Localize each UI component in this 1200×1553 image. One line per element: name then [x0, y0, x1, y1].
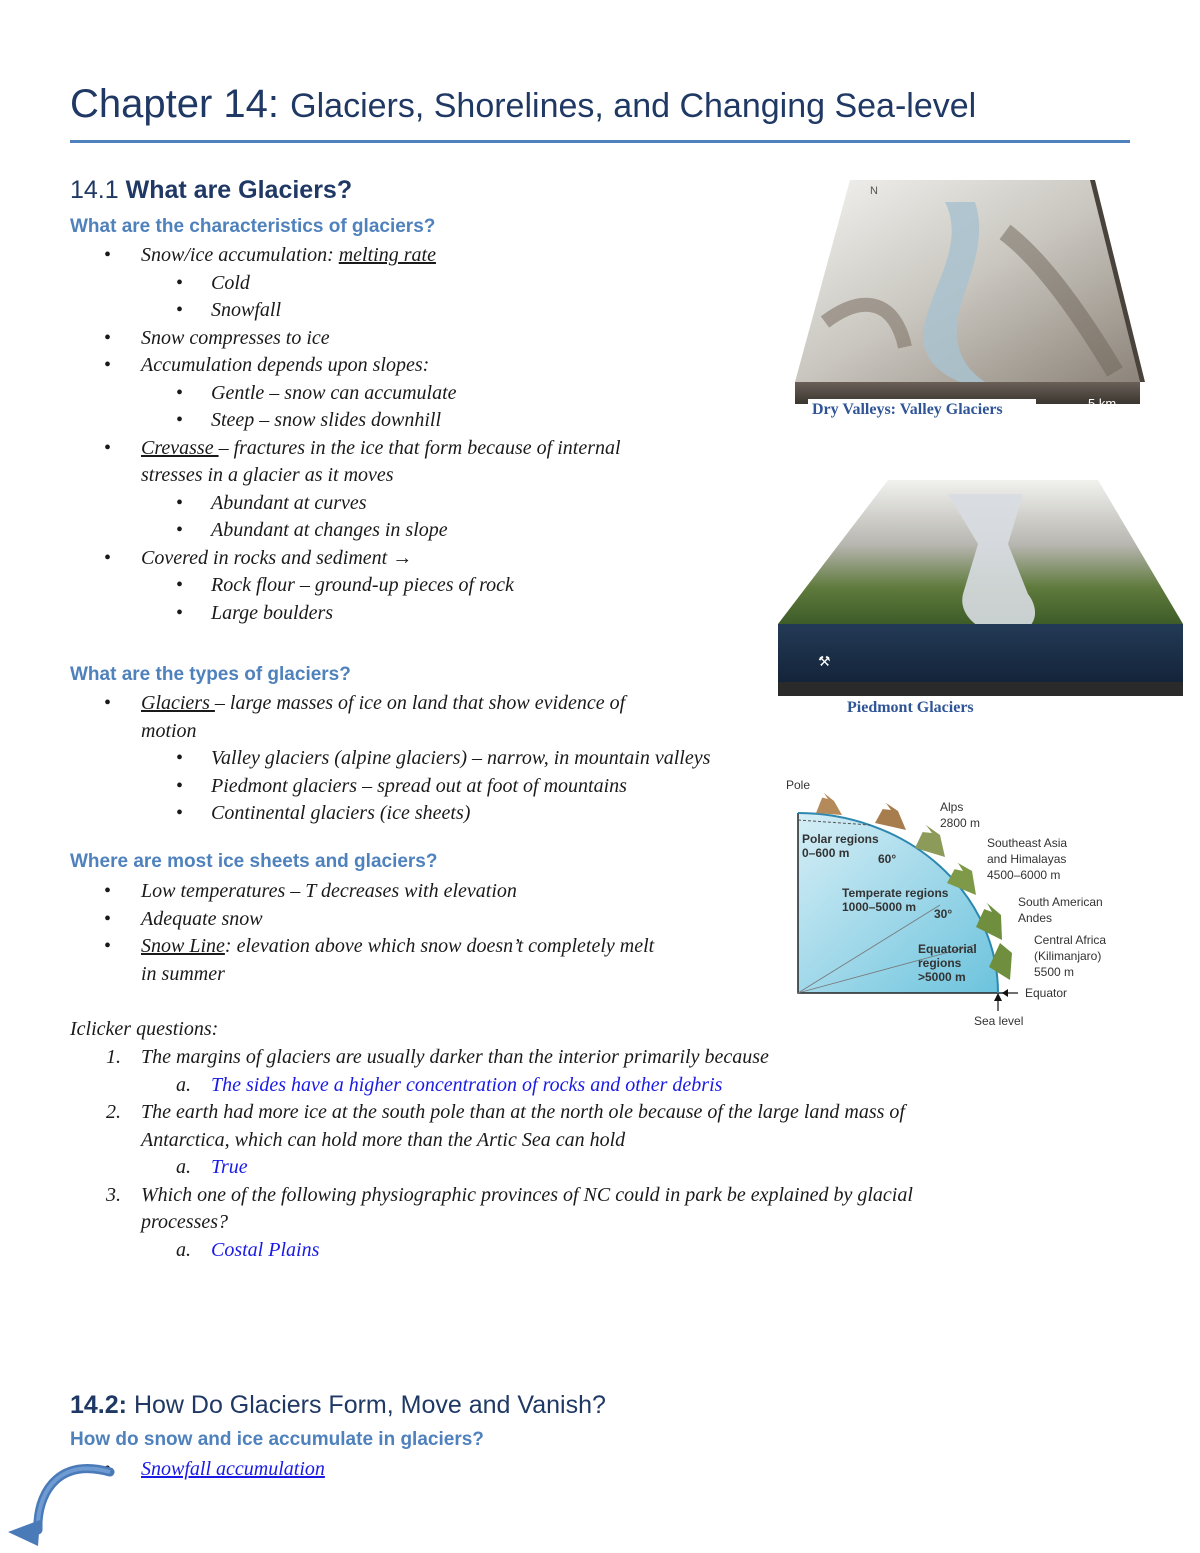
bullet-dot: • — [104, 880, 112, 902]
list-item-text: Adequate snow — [141, 907, 263, 930]
bullet-dot: • — [104, 436, 112, 459]
label-30: 30° — [934, 907, 953, 921]
types-list — [0, 690, 840, 828]
bullet-dot: • — [176, 271, 184, 294]
bullet-dot: • — [176, 802, 184, 824]
bullet-dot: • — [176, 774, 184, 797]
list-item-text: Low temperatures – T decreases with elevation — [141, 880, 517, 902]
mountain-icon — [816, 793, 842, 815]
label-south-american: South American — [1018, 895, 1103, 909]
fig1-caption: Dry Valleys: Valley Glaciers — [808, 399, 1036, 421]
bullet-dot: • — [104, 935, 112, 957]
list-item-continuation — [0, 718, 840, 746]
list-item — [0, 690, 840, 718]
bullet-dot: • — [176, 299, 184, 321]
question-number: 3. — [106, 1183, 121, 1206]
fig1-scale-bar — [1082, 413, 1136, 415]
fig1-scale-label: 5 km — [1088, 396, 1117, 411]
melting-rate-link: melting rate — [338, 244, 436, 266]
label-alps-height: 2800 m — [940, 816, 981, 830]
answer-letter: a. — [176, 1238, 191, 1261]
bullet-dot: • — [104, 326, 112, 349]
label-equatorial-range: >5000 m — [918, 970, 966, 984]
question-text: The margins of glaciers are usually darker than the interior primarily because — [141, 1046, 769, 1068]
fig2-caption: Piedmont Glaciers — [843, 697, 1043, 719]
section-title: What are Glaciers? — [125, 176, 353, 204]
list-item-text: Snow/ice accumulation: — [141, 244, 339, 266]
chapter-subtitle: Glaciers, Shorelines, and Changing Sea-level — [290, 87, 977, 125]
section-heading-14-1 — [70, 176, 352, 205]
list-item — [0, 297, 800, 325]
snowline-diagram — [780, 775, 1140, 1035]
snow-line-term: Snow Line — [141, 935, 225, 957]
answer-letter: a. — [176, 1156, 191, 1178]
label-60: 60° — [878, 852, 897, 866]
list-item-text: Large boulders — [211, 601, 334, 624]
label-polar: Polar regions — [802, 832, 879, 846]
label-pole: Pole — [786, 778, 811, 792]
subheading-characteristics: What are the characteristics of glaciers? — [70, 216, 436, 237]
question-item — [0, 1044, 1120, 1072]
question-item — [0, 1099, 1120, 1127]
iclicker-heading: Iclicker questions: — [70, 1018, 219, 1040]
bullet-dot: • — [176, 601, 184, 624]
answer-letter: a. — [176, 1073, 191, 1096]
section-number: 14.2: — [70, 1391, 127, 1419]
bullet-dot: • — [104, 244, 112, 266]
mountain-icon — [875, 803, 906, 830]
label-southeast-asia: Southeast Asia — [987, 836, 1068, 850]
list-item — [0, 906, 780, 934]
subheading-where: Where are most ice sheets and glaciers? — [70, 851, 438, 872]
list-item-text: in summer — [141, 962, 225, 985]
list-item — [0, 517, 800, 545]
question-text: Which one of the following physiographic provinces of NC could in park be explained by glacial — [141, 1183, 913, 1206]
label-sea-level: Sea level — [974, 1014, 1024, 1028]
subheading-accumulate: How do snow and ice accumulate in glaciers? — [70, 1429, 484, 1450]
label-regions: regions — [918, 956, 962, 970]
list-item — [0, 242, 800, 270]
list-item — [0, 933, 780, 961]
fig2-scale-bar — [790, 714, 838, 716]
svg-text:N: N — [870, 185, 878, 197]
answer-text: Costal Plains — [211, 1238, 320, 1261]
list-item-text: Covered in rocks and sediment → — [141, 546, 413, 569]
list-item — [0, 435, 800, 463]
subheading-types: What are the types of glaciers? — [70, 664, 351, 685]
question-text: Antarctica, which can hold more than the Artic Sea can hold — [141, 1128, 626, 1151]
list-item — [0, 352, 800, 380]
list-item-text: stresses in a glacier as it moves — [141, 464, 394, 486]
label-temperate: Temperate regions — [842, 886, 949, 900]
list-item — [0, 600, 800, 628]
label-alps: Alps — [940, 800, 964, 814]
list-item-text: : elevation above which snow doesn’t completely melt — [224, 935, 655, 957]
list-item — [0, 380, 800, 408]
list-item-text: motion — [141, 719, 197, 742]
answer-item — [0, 1237, 1120, 1265]
list-item-text: Snow compresses to ice — [141, 326, 330, 349]
page-title — [70, 82, 976, 127]
list-item — [0, 270, 800, 298]
bullet-dot: • — [176, 381, 184, 404]
bullet-dot: • — [176, 747, 184, 769]
label-polar-range: 0–600 m — [802, 846, 850, 860]
snowfall-link[interactable]: Snowfall accumulation — [141, 1458, 325, 1480]
list-item — [0, 800, 840, 828]
dry-valleys-figure — [785, 172, 1175, 427]
list-item-text: – fractures in the ice that form because of internal — [218, 436, 621, 459]
list-item-continuation — [0, 961, 780, 989]
section-title: How Do Glaciers Form, Move and Vanish? — [133, 1391, 606, 1419]
characteristics-list — [0, 242, 800, 627]
question-continuation — [0, 1127, 1120, 1155]
list-item — [0, 545, 800, 573]
list-item-text: Abundant at changes in slope — [211, 519, 448, 541]
answer-text: The sides have a higher concentration of rocks and other debris — [211, 1073, 723, 1096]
list-item-continuation — [0, 462, 800, 490]
bullet-dot: • — [176, 409, 184, 431]
list-item — [0, 773, 840, 801]
question-number: 1. — [106, 1046, 121, 1068]
section-number: 14.1 — [70, 176, 119, 204]
list-item-text: Gentle – snow can accumulate — [211, 381, 457, 404]
list-item-text: Valley glaciers (alpine glaciers) – narrow, in mountain valleys — [211, 747, 711, 769]
answer-item — [0, 1154, 1120, 1182]
bullet-dot: • — [104, 546, 112, 569]
list-item-text: Accumulation depends upon slopes: — [141, 354, 430, 376]
curved-arrow-icon[interactable] — [0, 1450, 120, 1550]
where-list — [0, 878, 780, 988]
crevasse-term: Crevasse — [141, 436, 219, 459]
list-item — [0, 407, 800, 435]
label-temperate-range: 1000–5000 m — [842, 900, 917, 914]
list-item-text: Steep – snow slides downhill — [211, 409, 441, 431]
list-item — [0, 490, 800, 518]
question-text: processes? — [141, 1211, 229, 1233]
bullet-dot: • — [104, 692, 112, 714]
answer-item — [0, 1072, 1120, 1100]
bullet-dot: • — [104, 354, 112, 376]
list-item-text: Cold — [211, 271, 250, 294]
bullet-dot: • — [104, 907, 112, 930]
piedmont-figure — [778, 474, 1183, 724]
answer-text: True — [211, 1156, 248, 1178]
bullet-dot: • — [176, 519, 184, 541]
question-text: The earth had more ice at the south pole than at the north ole because of the large land mass of — [141, 1101, 905, 1123]
glaciers-term: Glaciers — [141, 692, 215, 714]
list-item — [0, 325, 800, 353]
label-central-africa: Central Africa — [1034, 933, 1107, 947]
list-item-text: Continental glaciers (ice sheets) — [211, 802, 471, 824]
label-equatorial: Equatorial — [918, 942, 977, 956]
label-himalayas: and Himalayas — [987, 852, 1067, 866]
label-himalayas-height: 4500–6000 m — [987, 868, 1061, 882]
sea-surface — [778, 624, 1183, 682]
list-item-text: – large masses of ice on land that show evidence of — [214, 692, 626, 714]
label-kilimanjaro: (Kilimanjaro) — [1034, 949, 1102, 963]
bullet-dot: • — [104, 1458, 112, 1480]
bullet-dot: • — [176, 574, 184, 596]
list-item-text: Snowfall — [211, 299, 282, 321]
svg-text:⚒: ⚒ — [818, 653, 831, 669]
section-heading-14-2 — [70, 1391, 606, 1420]
list-item-text: Piedmont glaciers – spread out at foot of mountains — [211, 774, 627, 797]
bullet-dot: • — [176, 491, 184, 514]
question-number: 2. — [106, 1101, 121, 1123]
label-africa-height: 5500 m — [1034, 965, 1075, 979]
question-item — [0, 1182, 1120, 1210]
chapter-number: Chapter 14: — [70, 82, 280, 126]
label-andes: Andes — [1018, 911, 1053, 925]
list-item-text: Abundant at curves — [211, 491, 367, 514]
list-item — [0, 878, 780, 906]
title-underline — [70, 140, 1130, 143]
iclicker-list — [0, 1044, 1120, 1264]
list-item — [0, 572, 800, 600]
question-continuation — [0, 1209, 1120, 1237]
list-item — [0, 745, 840, 773]
list-item-text: Rock flour – ground-up pieces of rock — [211, 574, 514, 596]
fig2-scale-label: 5 km — [796, 697, 825, 712]
label-equator: Equator — [1025, 986, 1068, 1000]
